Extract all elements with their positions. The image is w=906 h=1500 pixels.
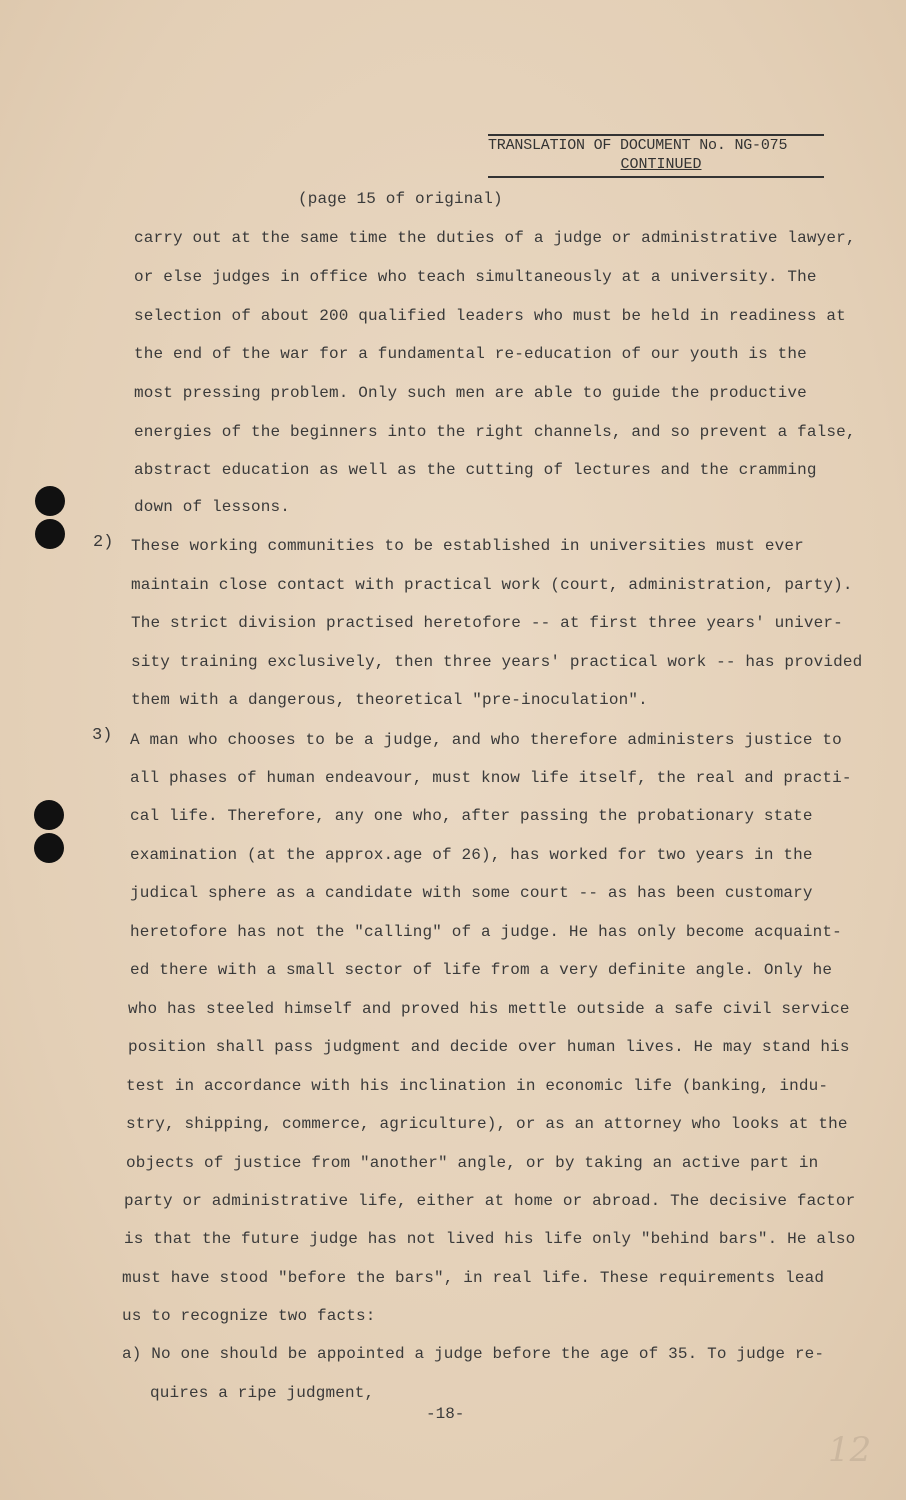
para3-line: objects of justice from "another" angle, or by taking an active part in — [126, 1154, 819, 1172]
para3-line: A man who chooses to be a judge, and who therefore administers justice to — [130, 731, 842, 749]
para3-line: party or administrative life, either at home or abroad. The decisive factor — [124, 1192, 856, 1210]
header-title: TRANSLATION OF DOCUMENT No. NG-075 — [488, 137, 788, 154]
para1-line: selection of about 200 qualified leaders who must be held in readiness at — [134, 307, 846, 325]
header-subtitle: CONTINUED — [620, 156, 702, 173]
para3-line: stry, shipping, commerce, agriculture), or as an attorney who looks at the — [126, 1115, 848, 1133]
para1-line: the end of the war for a fundamental re-education of our youth is the — [134, 345, 807, 363]
para3-line: all phases of human endeavour, must know life itself, the real and practi- — [130, 769, 852, 787]
page-reference: (page 15 of original) — [298, 190, 503, 208]
para3-line: position shall pass judgment and decide over human lives. He may stand his — [128, 1038, 850, 1056]
punch-hole — [35, 519, 65, 549]
para2-line: them with a dangerous, theoretical "pre-inoculation". — [131, 691, 648, 709]
para3-line: heretofore has not the "calling" of a judge. He has only become acquaint- — [130, 923, 842, 941]
para3-line: us to recognize two facts: — [122, 1307, 376, 1325]
para2-line: sity training exclusively, then three years' practical work -- has provided — [131, 653, 863, 671]
header-bottom-rule — [488, 176, 824, 178]
para3-line: who has steeled himself and proved his mettle outside a safe civil service — [128, 1000, 850, 1018]
page-number: -18- — [426, 1405, 465, 1423]
para3-line: must have stood "before the bars", in real life. These requirements lead — [122, 1269, 825, 1287]
document-header — [488, 134, 824, 178]
para1-line: down of lessons. — [134, 498, 291, 516]
punch-hole — [34, 833, 64, 863]
pencil-annotation: 12 — [828, 1430, 872, 1470]
para1-line: or else judges in office who teach simultaneously at a university. The — [134, 268, 817, 286]
punch-hole — [35, 486, 65, 516]
para3-line: test in accordance with his inclination in economic life (banking, indu- — [126, 1077, 829, 1095]
para3-line: ed there with a small sector of life from a very definite angle. Only he — [130, 961, 833, 979]
para1-line: most pressing problem. Only such men are able to guide the productive — [134, 384, 807, 402]
para2-line: The strict division practised heretofore -- at first three years' univer- — [131, 614, 843, 632]
punch-hole — [34, 800, 64, 830]
para3-line: examination (at the approx.age of 26), has worked for two years in the — [130, 846, 813, 864]
para2-line: maintain close contact with practical work (court, administration, party). — [131, 576, 853, 594]
para3-line: is that the future judge has not lived his life only "behind bars". He also — [124, 1230, 856, 1248]
item-a-line: quires a ripe judgment, — [150, 1384, 375, 1402]
para3-number: 3) — [92, 726, 113, 745]
para1-line: carry out at the same time the duties of a judge or administrative lawyer, — [134, 229, 856, 247]
para2-number: 2) — [93, 533, 114, 552]
para1-line: abstract education as well as the cutting of lectures and the cramming — [134, 461, 817, 479]
para3-line: cal life. Therefore, any one who, after passing the probationary state — [130, 807, 813, 825]
item-a-line: a) No one should be appointed a judge before the age of 35. To judge re- — [122, 1345, 825, 1363]
para1-line: energies of the beginners into the right channels, and so prevent a false, — [134, 423, 856, 441]
para2-line: These working communities to be established in universities must ever — [131, 537, 804, 555]
para3-line: judical sphere as a candidate with some court -- as has been customary — [130, 884, 813, 902]
